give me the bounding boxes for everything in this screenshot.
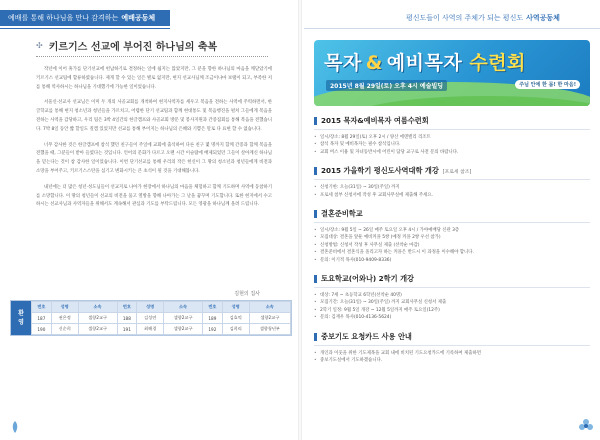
title-ornament-icon: ✣ — [36, 41, 43, 50]
article-paragraph: 내년에는 더 많은 청년·성도님들이 선교지로 나아가 현장에서 하나님의 마음을 체험하고 함께 기도하며 사역에 동참하기를 소망합니다. 이 땅의 청년들이 선교의 비전을 품고 열방을 향해 나아가는 그 날을 꿈꾸며 기도합니다. 또한 현지에서 수고하시는 선교사님과 사역자들을 위해서도 계속해서 관심과 기도를 부탁드립니다. 모든 영광을 하나님께 올려 드립니다. — [36, 184, 272, 208]
cell: 191 — [117, 324, 137, 335]
banner-slogan: 주님 안에 한 몸! 한 마음! — [515, 80, 580, 89]
cell: 셀향2교구 — [78, 324, 117, 335]
section-marker-icon — [314, 210, 317, 218]
cell: 권은정 — [51, 313, 78, 324]
col-header: 성명 — [137, 302, 164, 313]
section-marker-icon — [314, 117, 317, 125]
notice-section — [314, 209, 590, 264]
section-marker-icon — [314, 167, 317, 175]
notice-title-text: 2015 가을학기 평신도사역대학 개강 — [321, 166, 439, 176]
left-header-name: 예배공동체 — [121, 14, 156, 22]
flower-ornament-icon — [578, 418, 594, 434]
cell: 김성연 — [137, 313, 164, 324]
right-page — [304, 0, 600, 440]
notice-item: • 대상: 7세 ~ 초등학교 6학년(선착순 40명) — [314, 292, 590, 299]
visitor-header-row — [32, 302, 291, 313]
section-marker-icon — [314, 333, 317, 341]
cell: 187 — [32, 313, 52, 324]
cell: 김효억 — [222, 313, 249, 324]
notice-item: • 일시/장소: 8월 29일(토) 오후 2시 / 양산 에덴밸리 리조트 — [314, 134, 590, 141]
notice-title-text: 중보기도 요청카드 사용 안내 — [321, 331, 412, 341]
col-header: 소속 — [78, 302, 117, 313]
welcome-table — [10, 300, 292, 336]
right-header-name: 사역공동체 — [526, 14, 560, 22]
welcome-label-bottom: 영 — [18, 319, 24, 326]
notice-title-text: 결혼준비학교 — [321, 209, 363, 219]
banner-ampersand: & — [365, 52, 383, 74]
cell: 셀향2교구 — [164, 313, 203, 324]
table-row — [32, 313, 291, 324]
notice-title — [314, 332, 590, 346]
right-header — [400, 10, 600, 26]
banner-date: 2015년 8월 29일(토) 오후 4시 예술빌딩 — [326, 80, 447, 91]
cell: 190 — [32, 324, 52, 335]
left-header-prefix: 예배를 통해 하나님을 만나 감격하는 — [8, 14, 119, 22]
retreat-banner — [314, 40, 590, 106]
left-page — [0, 0, 296, 440]
notice-item: • 문의: 김재우 목사(010-4136-5624) — [314, 314, 590, 321]
cell: 셀향2교구 — [78, 313, 117, 324]
notice-item: • 개인과 이웃을 위한 기도제목을 교회 내에 비치된 기도요청카드에 기록하여 제출하면 — [314, 350, 590, 357]
notice-section — [314, 116, 590, 156]
right-header-rule — [304, 28, 600, 29]
banner-title-c: 수련회 — [469, 52, 526, 74]
cell: 192 — [203, 324, 223, 335]
notice-title — [314, 274, 590, 288]
visitor-table — [31, 301, 291, 335]
col-header: 소속 — [164, 302, 203, 313]
welcome-label-top: 환 — [18, 310, 24, 317]
cell: 189 — [203, 313, 223, 324]
article-author: 김현의 집사 — [234, 291, 260, 297]
table-row — [32, 324, 291, 335]
notice-title-text: 토요학교(어와나) 2학기 개강 — [321, 274, 414, 284]
notice-item: • 신청방법: 신청서 작성 후 사무실 제출 (선착순 마감) — [314, 242, 590, 249]
banner-title — [324, 48, 526, 75]
notice-item: • 결혼준비에서 결혼식을 올리고자 하는 커플은 반드시 이 과정을 이수해야 합니다. — [314, 249, 590, 256]
notice-item: • 문의: 이기적 목사(010-9409-8336) — [314, 257, 590, 264]
page-fold — [298, 0, 302, 440]
col-header: 소속 — [249, 302, 290, 313]
col-header: 성명 — [222, 302, 249, 313]
article-body — [36, 66, 272, 217]
notice-item: • 모집기간: 오늘(31일) ~ 30일(주일) 까지 교회사무실 신청서 제출 — [314, 299, 590, 306]
left-header-rule — [0, 28, 170, 29]
notice-item: • 중보기도실에서 기도하겠습니다. — [314, 357, 590, 364]
col-header: 번호 — [203, 302, 223, 313]
article-title-text: 키르기스 선교에 부어진 하나님의 축복 — [48, 42, 218, 53]
cell: 셀향2교구 — [249, 313, 290, 324]
left-header — [0, 10, 170, 26]
article-paragraph: 너무 감사한 것은 한글캠프에 참석 했던 친구들이 주일에 교회에 출석하여 다른 친구 몇 명까지 함께 간증과 함께 복음을 전했을 때, 그분들이 받아 들였다는 것입니다. 언어의 문화가 다르고 오랜 시간 이슬람에 배제되었던 그들이 살아계신 하나님을 믿는다는 것이 참 감사한 일이었습니다. 이번 단기선교를 통해 우리의 작은 헌신이 그 땅의 청소년과 청년들에게 비전과 소망을 부어주고, 키르기스스탄을 섬기고 변화시키는 큰 초석이 될 것을 기대해봅니다. — [36, 142, 272, 174]
article-title — [36, 38, 217, 53]
notice-item: • 2학기 일정: 9월 5일 개강 ~ 12월 5일까지 매주 토요일(12주) — [314, 307, 590, 314]
banner-title-a: 목자 — [324, 52, 362, 74]
notice-item: • 포로세 첨부 신청서에 작성 후 교회사무실에 제출해 주세요. — [314, 192, 590, 199]
notice-title — [314, 166, 590, 180]
cell: 188 — [117, 313, 137, 324]
article-paragraph: 작년에 이어 휴가를 단기선교에 헌납하기로 결정하는 일에 쉽지는 않았지만, 그 분을 향한 하나님의 마음을 깨닫았기에 키르기스 선교팀에 합류하였습니다. 제게 할 수 있는 일은 별로 없지만, 현지 선교사님께 조금이나마 보탬이 되고, 부족한 저를 통해 역사하시는 하나님을 기대했기에 가능한 일이었습니다. — [36, 67, 272, 90]
welcome-label — [11, 301, 31, 335]
notice-title-text: 2015 목자&예비목자 여름수련회 — [321, 116, 429, 125]
article-paragraph: 서울신·선교사 선교님은 이미 두 개의 사골교회를 개척하여 현지사역자를 세우고 복음을 전하는 사역에 주력하면서, 한글학교를 통해 현지 청소년과 청년들을 가르치고, 어렵한 단기 선교팀과 함께 현대통도 및 복음행진을 펼쳐 그들에게 복음을 전하는 사역을 감당하고, 우리 팀은 3박 4일간의 한글캠프와 사골교회 방문 및 봉사지원과 간증집회를 통해 복음을 전했습니다. 7박 8일 동안 짧 할일도 질캠 있었지만 선교를 통해 부어지는 하나님의 은혜와 기쁨은 말로 다 표현 할 수 없습니다. — [36, 100, 272, 132]
cell: 셀향청년부 — [249, 324, 290, 335]
notice-item: • 신청기한: 오늘(31일) ~ 30일(주일) 까지 — [314, 184, 590, 191]
right-header-prefix: 평신도들이 사역의 주체가 되는 평신도 — [406, 14, 524, 22]
notice-note: [포로세 참조] — [442, 169, 472, 175]
col-header: 번호 — [32, 302, 52, 313]
leaf-ornament-icon — [8, 420, 22, 434]
notice-list — [314, 116, 590, 375]
cell: 셀향2교구 — [164, 324, 203, 335]
notice-item: • 교회 버스 이용 및 자녀동반시에 어린이 담당 교구로 사전 문의 바랍니다. — [314, 149, 590, 156]
banner-title-b: 예비목자 — [386, 52, 463, 74]
notice-section — [314, 332, 590, 365]
notice-title — [314, 209, 590, 223]
notice-item: • 일시/장소: 9월 5일 ~ 26일 매주 토요일 오후 4시 / 가야예배당 신관 3층 — [314, 227, 590, 234]
notice-item: • 참석 목자 및 예비목자는 필수 참석입니다. — [314, 141, 590, 148]
notice-section — [314, 166, 590, 199]
notice-item: • 모집대상: 결혼을 앞둔 예비커플 5쌍 (예정 커플 2쌍 우선 참가) — [314, 234, 590, 241]
col-header: 성명 — [51, 302, 78, 313]
title-divider — [36, 56, 268, 57]
cell: 김희리 — [222, 324, 249, 335]
cell: 신순희 — [51, 324, 78, 335]
notice-section — [314, 274, 590, 322]
cell: 최해경 — [137, 324, 164, 335]
col-header: 번호 — [117, 302, 137, 313]
section-marker-icon — [314, 275, 317, 283]
notice-title — [314, 116, 590, 130]
